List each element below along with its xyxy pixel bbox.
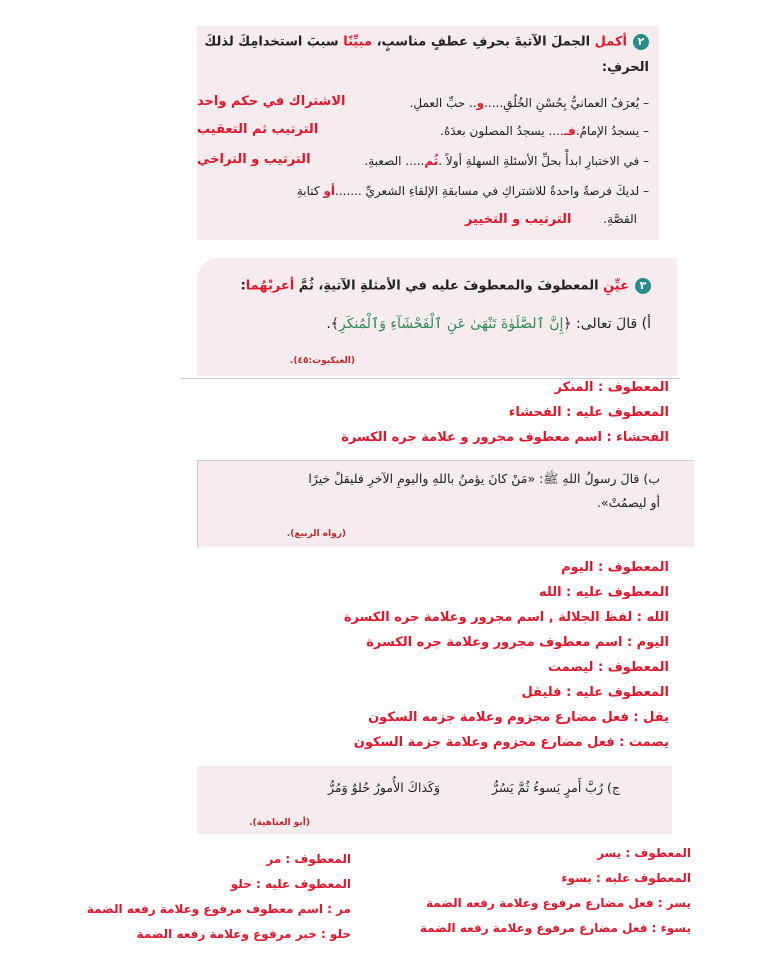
answer-line: المعطوف : مر	[266, 852, 351, 866]
answer-line: يقل : فعل مضارع مجزوم وعلامة جزمه السكون	[368, 710, 669, 725]
poem-reference: (أبو العتاهية).	[249, 818, 310, 828]
sentence-row-4: – لديكَ فرصةٌ واحدةٌ للاشتراكِ في مسابقةِ الإلقاءِ الشعريِّ .......أو كتابةِ	[296, 184, 649, 198]
answers-a	[169, 380, 669, 455]
answer-line: يسوء : فعل مضارع مرفوع وعلامة رفعه الضمة	[419, 921, 691, 935]
answer-line: المعطوف عليه : يسوء	[561, 871, 691, 885]
answer-line: المعطوف : ليصمت	[547, 660, 669, 675]
verse-reference: (العنكبوت:٤٥).	[289, 356, 355, 366]
hadith-reference: (رواه الربيع).	[286, 529, 346, 539]
answer-line: مر : اسم معطوف مرفوع وعلامة رفعه الضمة	[86, 902, 351, 916]
quran-verse-line: أ) قالَ تعالى: ﴿إِنَّ ٱلصَّلَوٰةَ تَنْهَىٰ عَنِ ٱلْفَحْشَآءِ وَٱلْمُنكَرِ﴾.	[326, 316, 651, 332]
reason-answer: الترتيب ثم التعقيب	[197, 122, 319, 137]
answer-line: المعطوف : المنكر	[554, 380, 669, 395]
hadith-panel	[197, 460, 694, 547]
fill-in-answer: و	[476, 96, 485, 110]
answer-line: حلو : خبر مرفوع وعلامة رفعه الضمة	[136, 927, 351, 941]
hadith-line-2: أو ليصمُتْ».	[596, 495, 660, 510]
exercise-2-title: ٢أكمل الجملَ الآتيةَ بحرفِ عطفٍ مناسبٍ، مبيِّنًا سببَ استخدامِكَ لذلكَ	[204, 34, 649, 50]
answer-line: اليوم : اسم معطوف مجرور وعلامة جره الكسرة	[366, 635, 669, 650]
sentence-row-3: – في الاختبارِ ابدأْ بحلِّ الأسئلةِ السهلةِ أولاً .ثُم..... الصعبةِ. الترتيب و التراخي	[197, 152, 649, 168]
sentence-row-1: – يُعرَفُ العمانيُّ بِحُسْنِ الخُلُقِ.....و.. حبِّ العملِ. الاشتراك في حكم واحد	[197, 94, 649, 110]
exercise-number-badge: ٣	[635, 278, 651, 294]
exercise-2-title-line2: الحرفِ:	[601, 60, 649, 75]
poem-panel	[197, 766, 672, 834]
poem-first-hemistich: ج) رُبَّ أَمرٍ يَسوءُ ثُمَّ يَسُرُّ	[492, 780, 620, 795]
poem-second-hemistich: وَكَذاكَ الأُمورُ حُلوٌ وَمُرُّ	[328, 780, 440, 795]
exercise-number-badge: ٢	[633, 34, 649, 50]
exercise-2-panel	[197, 26, 659, 240]
exercise-3-title: ٣عيِّنِ المعطوفَ والمعطوفَ عليه في الأمثلةِ الآتيةِ، ثُمَّ أعربْهُما:	[241, 278, 651, 294]
divider	[180, 378, 680, 379]
answer-line: المعطوف عليه : حلو	[230, 877, 351, 891]
exercise-3-panel	[197, 258, 677, 376]
quran-verse: إِنَّ ٱلصَّلَوٰةَ تَنْهَىٰ عَنِ ٱلْفَحْشَآءِ وَٱلْمُنكَرِ	[338, 316, 564, 332]
reason-answer: الترتيب و التخيير	[464, 212, 572, 227]
answer-line: الفحشاء : اسم معطوف مجرور و علامة جره الكسرة	[341, 430, 669, 445]
answer-line: المعطوف عليه : الله	[539, 585, 669, 600]
answer-line: المعطوف : يسر	[597, 846, 691, 860]
answers-c-right	[391, 846, 691, 946]
answers-c-left	[31, 852, 351, 952]
hadith-line-1: ب) قالَ رسولُ اللهِ ﷺ: «مَنْ كانَ يؤمنُ باللهِ واليومِ الآخرِ فليقلْ خيرًا	[308, 471, 660, 486]
answer-line: يسر : فعل مضارع مرفوع وعلامة رفعه الضمة	[426, 896, 691, 910]
answer-line: الله : لفظ الجلالة , اسم مجرور وعلامة جره الكسرة	[343, 610, 669, 625]
sentence-row-2: – يسجدُ الإمامُ.فـ.... يسجدُ المصلون بعدَهُ. الترتيب ثم التعقيب	[197, 122, 649, 138]
answer-line: يصمت : فعل مضارع مجزوم وعلامة جزمة السكون	[353, 735, 669, 750]
reason-answer: الترتيب و التراخي	[197, 152, 311, 167]
answer-line: المعطوف عليه : الفحشاء	[508, 405, 669, 420]
answer-line: المعطوف عليه : فليقل	[521, 685, 669, 700]
sentence-row-4-line2: القصَّةِ. الترتيب و التخيير	[464, 212, 637, 227]
reason-answer: الاشتراك في حكم واحد	[197, 94, 346, 109]
answers-b	[169, 560, 669, 760]
answer-line: المعطوف : اليوم	[561, 560, 669, 575]
